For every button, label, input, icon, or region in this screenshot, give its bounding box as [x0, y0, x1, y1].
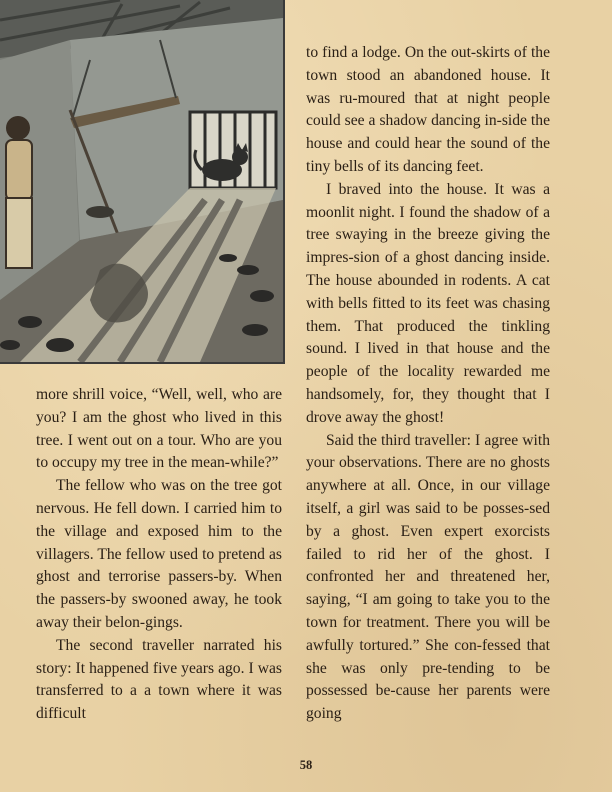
- paragraph: The fellow who was on the tree got nervous. He fell down. I carried him to the village and exposed him to the villagers. The fellow used to pretend as ghost and terrorise passers-by. When the passers-by swooned away, he took away their belon-gings.: [36, 477, 282, 631]
- paragraph: The second traveller narrated his story: It happened five years ago. I was transferred to a a town where it was difficult: [36, 636, 282, 723]
- paragraph: more shrill voice, “Well, well, who are you? I am the ghost who lived in this tree. I went out on a tour. Who are you to occupy my tree in the mean-while?”: [36, 386, 282, 472]
- page-number: 58: [299, 758, 313, 772]
- paragraph: I braved into the house. It was a moonlit night. I found the shadow of a tree swaying in the breeze giving the impres-sion of a ghost dancing inside. The house abounded in rodents. A cat with bells fitted to its feet was chasing them. That produced the tinkling sound. I lived in that house and the people of the locality rewarded me handsomely, for, they thought that I drove away the ghost!: [306, 180, 550, 426]
- paragraph: to find a lodge. On the out-skirts of the town stood an abandoned house. It was ru-moured that at night people could see a shadow dancing in-side the house and could hear the sound of the tiny bells of its dancing feet.: [306, 44, 550, 175]
- left-text-column: [36, 384, 282, 726]
- story-illustration: [0, 0, 285, 364]
- paragraph: Said the third traveller: I agree with your observations. There are no ghosts anywhere at all. Once, in our village itself, a girl was said to be posses-sed by a ghost. Even expert exorcists failed to rid her of the ghost. I confronted her and threatened her, saying, “I am going to take you to the town for treatment. There you will be awfully tortured.” She con-fessed that she was only pre-tending to be possessed be-cause her parents were going: [306, 431, 550, 723]
- right-text-column: [306, 42, 550, 726]
